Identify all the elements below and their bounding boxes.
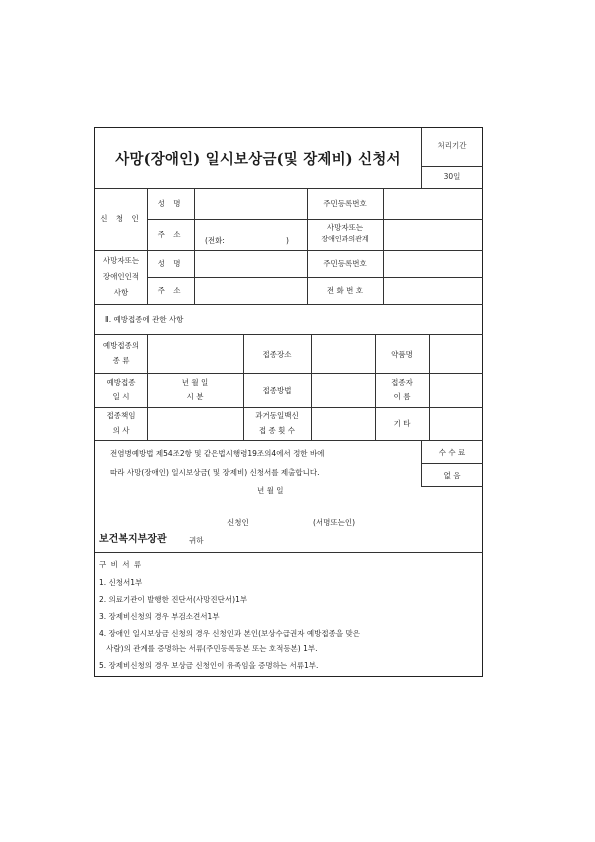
applicant-name-label: 성 명 <box>157 199 184 208</box>
responsible-doctor-label-2: 의 사 <box>112 426 130 435</box>
declaration-line-1: 전염병예방법 제54조2항 및 같은법시행령19조의4에서 정한 바에 <box>110 449 325 458</box>
victim-section-label-3: 사항 <box>113 288 129 297</box>
applicant-sign-label: 신청인 <box>227 518 249 527</box>
vaccination-datetime-label-2: 일 시 <box>112 392 130 401</box>
application-form <box>94 127 483 677</box>
vaccinator-label-1: 접종자 <box>391 378 413 387</box>
vaccination-section-title: Ⅱ. 예방접종에 관한 사항 <box>105 315 184 324</box>
applicant-resident-no-field[interactable] <box>384 189 482 218</box>
victim-resident-no-field[interactable] <box>384 251 482 276</box>
victim-section-label-1: 사망자또는 <box>102 256 140 265</box>
applicant-phone-prefix: (전화: <box>205 236 225 245</box>
vaccination-time-field[interactable]: 시 분 <box>186 392 204 401</box>
applicant-phone-suffix: ) <box>286 236 289 245</box>
recipient: 보건복지부장관 <box>99 534 167 545</box>
vaccination-date-field[interactable]: 년 월 일 <box>181 378 209 387</box>
victim-address-label: 주 소 <box>157 286 184 295</box>
vaccine-type-label-1: 예방접종의 <box>102 341 140 350</box>
past-dose-count-label-2: 접 종 횟 수 <box>258 426 296 435</box>
applicant-name-field[interactable] <box>195 189 306 218</box>
victim-name-label: 성 명 <box>157 259 184 268</box>
vaccination-datetime-label-1: 예방접종 <box>106 378 136 387</box>
vaccination-method-field[interactable] <box>312 374 374 406</box>
applicant-relation-label-1: 사망자또는 <box>326 223 364 232</box>
vaccination-place-field[interactable] <box>312 335 374 372</box>
applicant-resident-no-label: 주민등록번호 <box>323 199 367 208</box>
processing-period-label: 처리기간 <box>437 141 467 150</box>
victim-phone-label: 전 화 번 호 <box>326 286 364 295</box>
other-field[interactable] <box>430 408 482 439</box>
other-label: 기 타 <box>393 419 411 428</box>
victim-section-label-2: 장애인인적 <box>102 272 140 281</box>
vaccinator-label-2: 이 름 <box>393 392 411 401</box>
vaccine-type-field[interactable] <box>148 335 242 372</box>
processing-period-value: 30일 <box>443 172 461 181</box>
document-item: 2. 의료기관이 발행한 진단서(사망진단서)1부 <box>99 595 248 604</box>
responsible-doctor-label-1: 접종책임 <box>106 411 136 420</box>
victim-phone-field[interactable] <box>384 278 482 303</box>
victim-name-field[interactable] <box>195 251 306 276</box>
applicant-relation-field[interactable] <box>384 220 482 249</box>
declaration-line-2: 따라 사망(장애인) 일시보상금( 및 장제비) 신청서를 제출합니다. <box>110 468 320 477</box>
vaccine-name-field[interactable] <box>430 335 482 372</box>
submission-date[interactable]: 년 월 일 <box>257 486 284 495</box>
past-dose-count-field[interactable] <box>312 408 374 439</box>
past-dose-count-label-1: 과거동일백신 <box>255 411 299 420</box>
fee-value: 없 음 <box>443 471 461 480</box>
applicant-section-label: 신 청 인 <box>100 214 142 223</box>
applicant-address-label: 주 소 <box>157 230 184 239</box>
document-item: 1. 신청서1부 <box>99 578 143 587</box>
fee-label: 수 수 료 <box>438 448 466 457</box>
document-item: 5. 장제비신청의 경우 보상금 신청인이 유족임을 증명하는 서류1부. <box>99 661 319 670</box>
victim-address-field[interactable] <box>195 278 306 303</box>
recipient-suffix: 귀하 <box>189 536 204 545</box>
document-item: 4. 장애인 일시보상금 신청의 경우 신청인과 본인(보상수급권자 예방접종을 맞은 <box>99 629 360 638</box>
sign-note[interactable]: (서명또는인) <box>313 518 356 527</box>
documents-heading: 구 비 서 류 <box>99 560 143 569</box>
vaccination-place-label: 접종장소 <box>262 350 292 359</box>
applicant-relation-label-2: 장애인과의관계 <box>321 235 369 243</box>
vaccine-name-label: 약품명 <box>391 350 413 359</box>
document-item: 사람)의 관계를 증명하는 서류(주민등록등본 또는 호적등본) 1부. <box>99 644 318 653</box>
victim-resident-no-label: 주민등록번호 <box>323 259 367 268</box>
vaccine-type-label-2: 종 류 <box>112 356 130 365</box>
vaccination-method-label: 접종방법 <box>262 386 292 395</box>
vaccinator-field[interactable] <box>430 374 482 406</box>
document-item: 3. 장제비신청의 경우 부검소견서1부 <box>99 612 220 621</box>
responsible-doctor-field[interactable] <box>148 408 242 439</box>
form-title: 사망(장애인) 일시보상금(및 장제비) 신청서 <box>115 150 401 168</box>
